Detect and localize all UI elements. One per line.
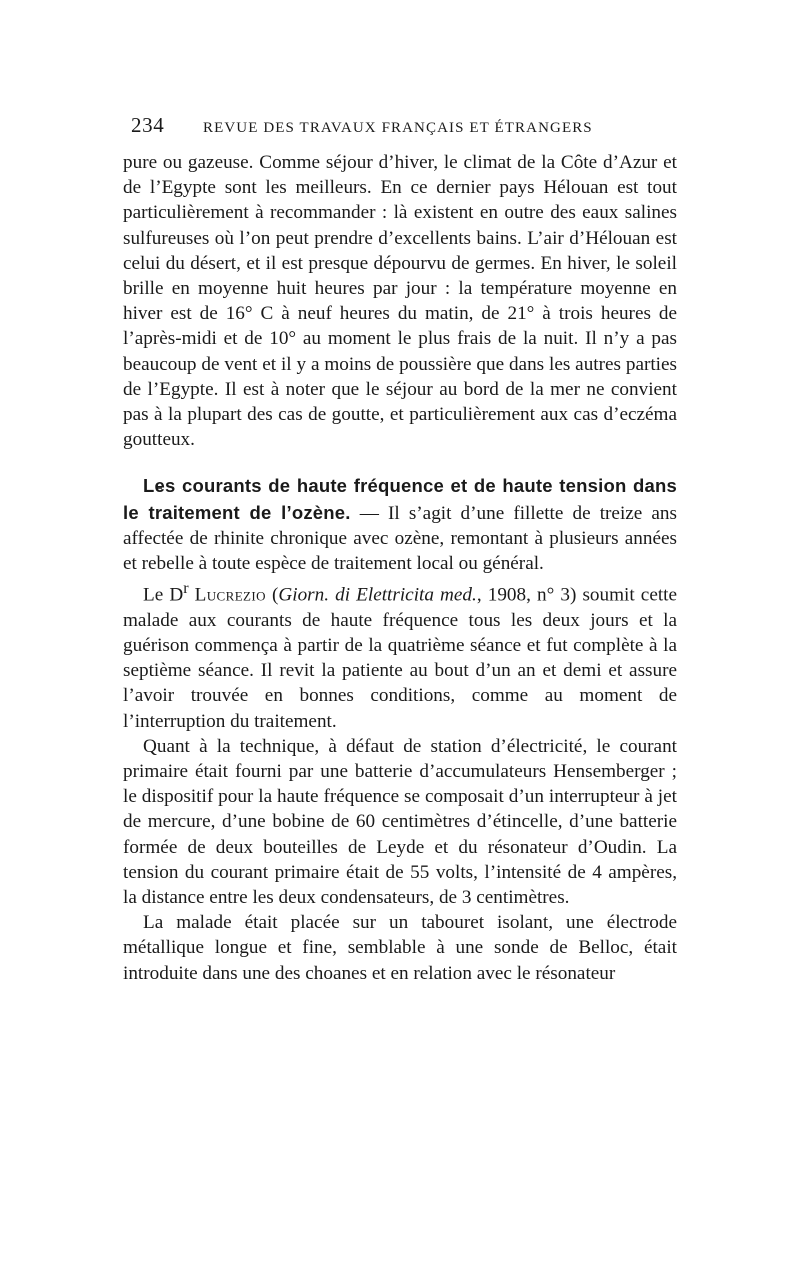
paragraph-lucrezio-text: , 1908, n° 3) soumit cette malade aux courants de haute fréquence tous les deux jours et la guérison commença à partir de la quatrième séance et fut complète à la septième séance. Il revit la patiente au bout d’un an et demi et assure l’avoir trouvée en bonnes conditions, comme au moment de l’interruption du traitement. bbox=[123, 584, 678, 732]
page-number: 234 bbox=[131, 113, 165, 137]
citation-open: ( bbox=[265, 584, 279, 606]
paragraph-technique: Quant à la technique, à défaut de station d’électricité, le courant primaire était fourni par une batterie d’accumulateurs Hensemberger ; le dispositif pour la haute fréquence se composait d’un interrupteur à jet de mercure, d’une bobine de 60 centimètres d’étincelle, d’une batterie formée de deux bouteilles de Leyde et du résonateur d’Oudin. La tension du courant primaire était de 55 volts, l’intensité de 4 ampères, la distance entre les deux condensateurs, de 3 centimètres. bbox=[123, 735, 677, 909]
paragraph-procedure: La malade était placée sur un tabouret isolant, une électrode métallique longue et fine, semblable à une sonde de Belloc, était introduite dans une des choanes et en relation avec le résonateur bbox=[123, 912, 677, 984]
journal-title: Giorn. di Elettricita med. bbox=[278, 584, 477, 606]
article-heading: Les courants de haute fréquence et de haute tension dans le traitement de l’ozène. bbox=[123, 475, 677, 523]
doctor-abbrev: Le D bbox=[143, 584, 184, 606]
paragraph-continued: pure ou gazeuse. Comme séjour d’hiver, le climat de la Côte d’Azur et de l’Egypte sont les meilleurs. En ce dernier pays Hélouan est tout particulièrement à recommander : là existent en outre des eaux salines sulfureuses où l’on peut prendre d’excellents bains. L’air d’Hélouan est celui du désert, et il est presque dépourvu de germes. En hiver, le soleil brille en moyenne huit heures par jour : la température moyenne en hiver est de 16° C à neuf heures du matin, de 21° à trois heures de l’après-midi et de 10° au moment le plus frais de la nuit. Il n’y a pas beaucoup de vent et il y a moins de poussière que dans les autres parties de l’Egypte. Il est à noter que le séjour au bord de la mer ne convient pas à la plupart des cas de goutte, et particulièrement aux cas d’eczéma goutteux. bbox=[123, 152, 677, 451]
article-first-paragraph bbox=[123, 473, 677, 576]
running-title: REVUE DES TRAVAUX FRANÇAIS ET ÉTRANGERS bbox=[203, 120, 593, 136]
body-text bbox=[123, 150, 677, 986]
doctor-superscript: r bbox=[183, 580, 189, 598]
section-gap bbox=[123, 452, 677, 473]
running-head bbox=[131, 113, 679, 138]
author-name: Lucrezio bbox=[194, 584, 266, 606]
paragraph-lucrezio bbox=[123, 576, 677, 734]
article-intro: — Il s’agit d’une fillette de treize ans affectée de rhinite chronique avec ozène, remontant à plusieurs années et rebelle à toute espèce de traitement local ou général. bbox=[123, 502, 677, 575]
